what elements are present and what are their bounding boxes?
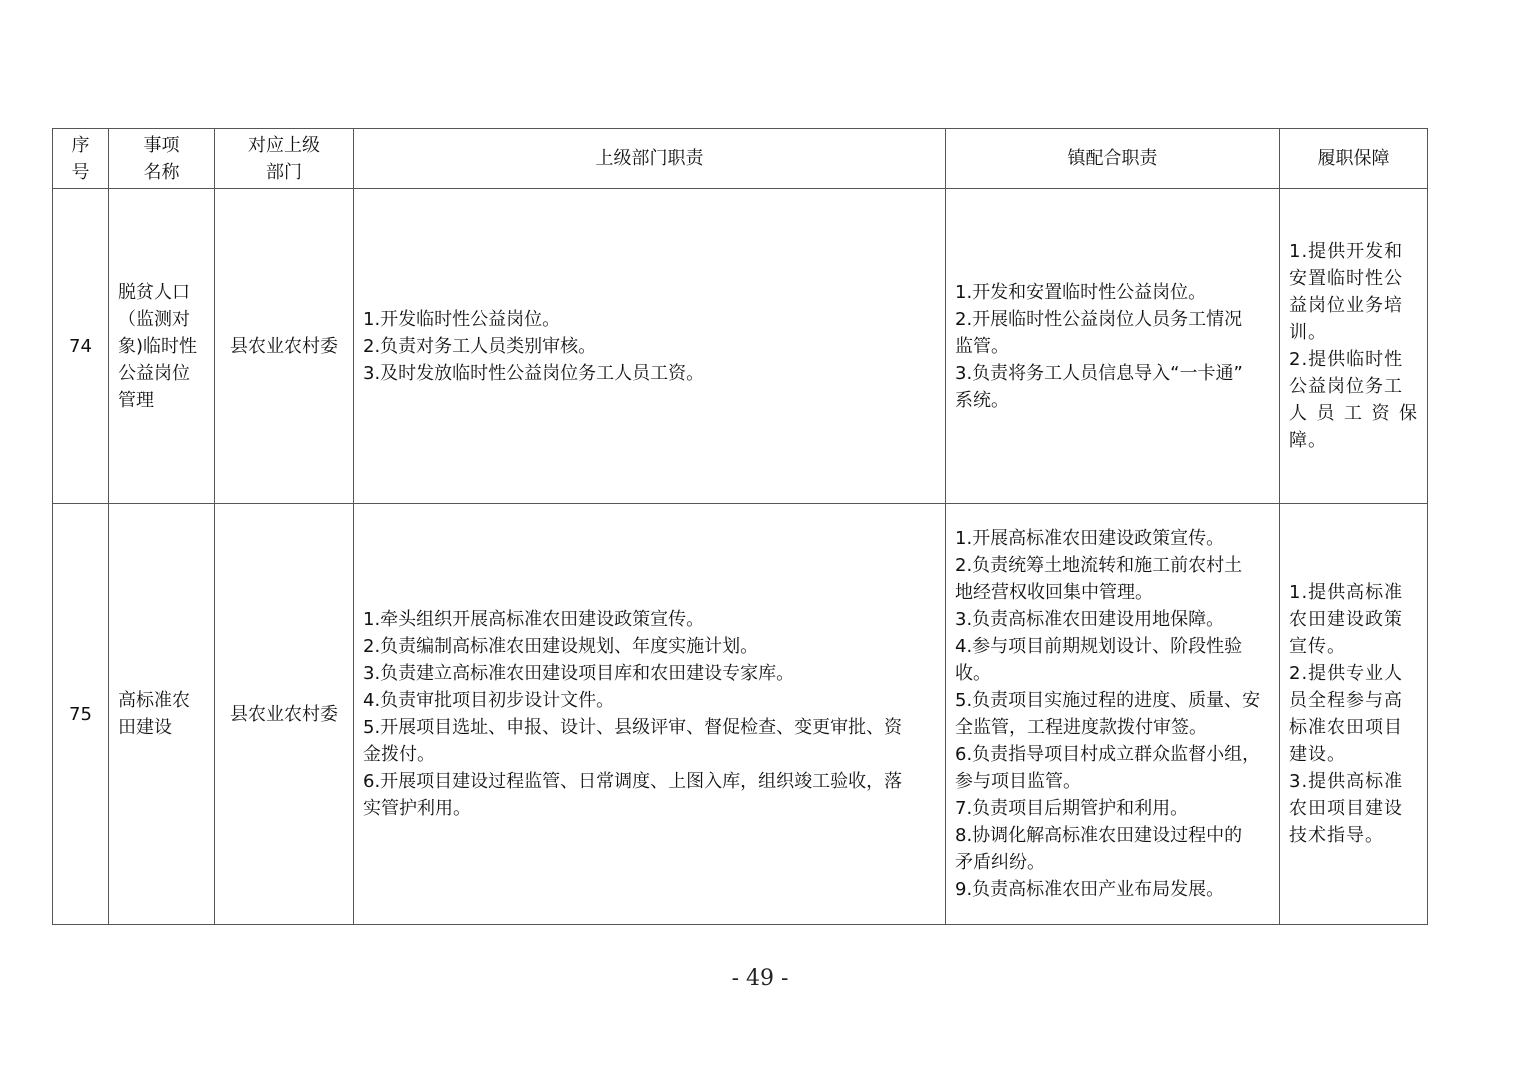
- superior-duties: 1.牵头组织开展高标准农田建设政策宣传。 2.负责编制高标准农田建设规划、年度实施计划。 3.负责建立高标准农田建设项目库和农田建设专家库。 4.负责审批项目初步设计文件。 5.开展项目选址、申报、设计、县级评审、督促检查、变更审批、资 金拨付。 6.开展项目建设过程监管、日常调度、上图入库，组织竣工验收，落 实管护利用。: [354, 504, 946, 925]
- row-number: 75: [53, 504, 109, 925]
- superior-duties: 1.开发临时性公益岗位。 2.负责对务工人员类别审核。 3.及时发放临时性公益岗位务工人员工资。: [354, 189, 946, 504]
- row-number: 74: [53, 189, 109, 504]
- header-guarantee: 履职保障: [1280, 129, 1428, 189]
- item-name: 高标准农 田建设: [109, 504, 215, 925]
- town-duties: 1.开展高标准农田建设政策宣传。 2.负责统筹土地流转和施工前农村土 地经营权收回集中管理。 3.负责高标准农田建设用地保障。 4.参与项目前期规划设计、阶段性验 收。 5.负责项目实施过程的进度、质量、安 全监管，工程进度款拨付审签。 6.负责指导项目村成立群众监督小组， 参与项目监管。 7.负责项目后期管护和利用。 8.协调化解高标准农田建设过程中的 矛盾纠纷。 9.负责高标准农田产业布局发展。: [946, 504, 1280, 925]
- header-dept: 对应上级 部门: [215, 129, 354, 189]
- item-name: 脱贫人口 （监测对 象)临时性 公益岗位 管理: [109, 189, 215, 504]
- header-row: [53, 129, 1428, 189]
- table-row: [53, 189, 1428, 504]
- duty-table: [52, 128, 1428, 925]
- header-name: 事项 名称: [109, 129, 215, 189]
- duty-guarantee: 1.提供高标准 农田建设政策 宣传。 2.提供专业人 员全程参与高 标准农田项目 建设。 3.提供高标准 农田项目建设 技术指导。: [1280, 504, 1428, 925]
- superior-dept: 县农业农村委: [215, 189, 354, 504]
- duty-guarantee: 1.提供开发和 安置临时性公 益岗位业务培 训。 2.提供临时性 公益岗位务工 人员工资保障。: [1280, 189, 1428, 504]
- town-duties: 1.开发和安置临时性公益岗位。 2.开展临时性公益岗位人员务工情况 监管。 3.负责将务工人员信息导入“一卡通” 系统。: [946, 189, 1280, 504]
- header-num: 序 号: [53, 129, 109, 189]
- header-superior: 上级部门职责: [354, 129, 946, 189]
- superior-dept: 县农业农村委: [215, 504, 354, 925]
- page-number: - 49 -: [731, 966, 789, 991]
- table-row: [53, 504, 1428, 925]
- header-town: 镇配合职责: [946, 129, 1280, 189]
